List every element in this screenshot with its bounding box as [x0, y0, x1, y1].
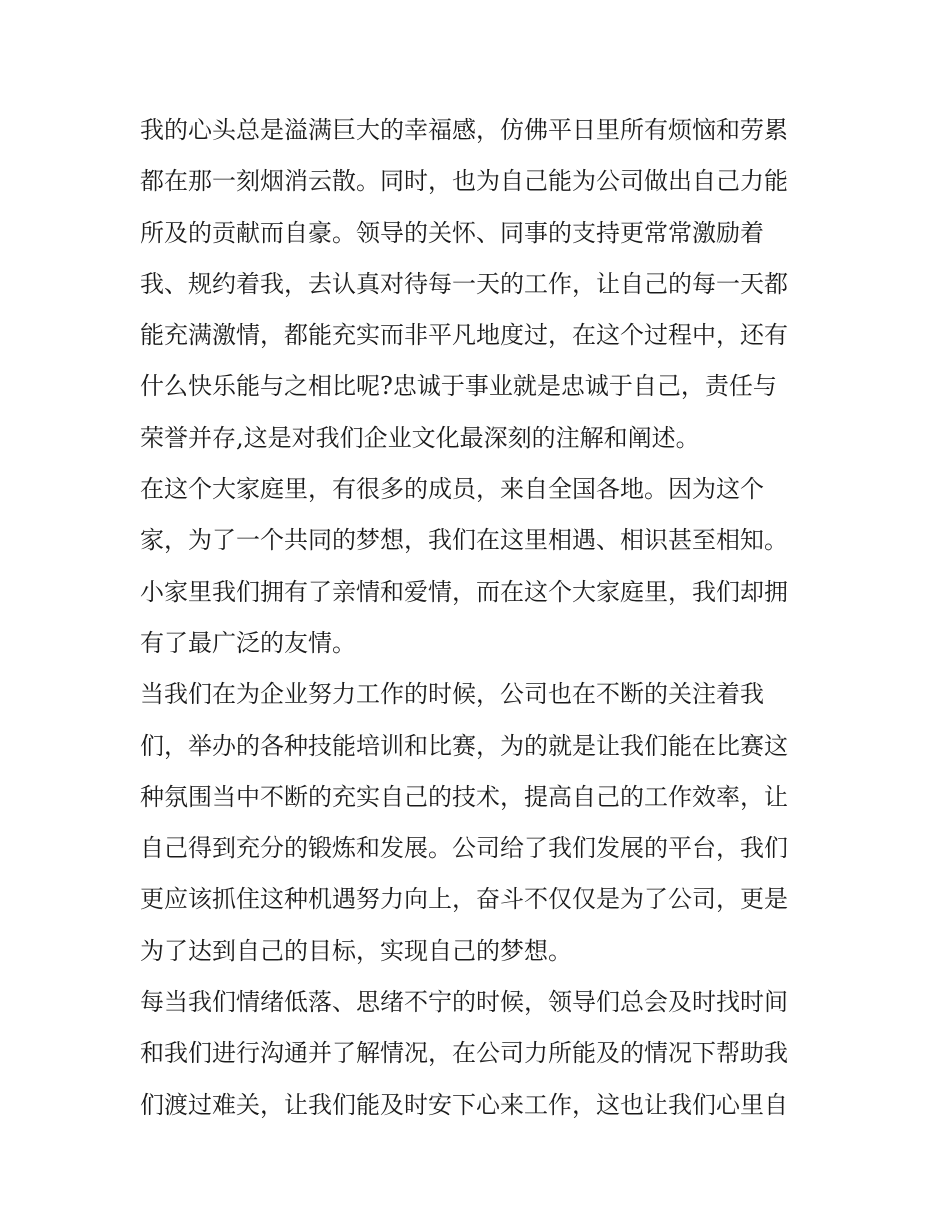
text-line: 和我们进行沟通并了解情况，在公司力所能及的情况下帮助我 [140, 1039, 788, 1068]
text-line: 能充满激情，都能充实而非平凡地度过，在这个过程中，还有 [140, 321, 788, 350]
paragraph-4 [140, 977, 820, 1131]
text-line: 所及的贡献而自豪。领导的关怀、同事的支持更常常激励着 [140, 218, 764, 247]
text-line: 家，为了一个共同的梦想，我们在这里相遇、相识甚至相知。 [140, 526, 788, 555]
paragraph-1 [140, 105, 820, 464]
text-line: 每当我们情绪低落、思绪不宁的时候，领导们总会及时找时间 [140, 988, 788, 1017]
text-line: 我的心头总是溢满巨大的幸福感，仿佛平日里所有烦恼和劳累 [140, 116, 788, 144]
text-line: 们渡过难关，让我们能及时安下心来工作，这也让我们心里自 [140, 1090, 788, 1119]
paragraph-2 [140, 464, 820, 669]
text-line: 更应该抓住这种机遇努力向上，奋斗不仅仅是为了公司，更是 [140, 885, 788, 914]
text-line: 都在那一刻烟消云散。同时，也为自己能为公司做出自己力能 [140, 167, 788, 196]
text-line: 自己得到充分的锻炼和发展。公司给了我们发展的平台，我们 [140, 834, 788, 863]
text-line: 为了达到自己的目标，实现自己的梦想。 [140, 936, 572, 965]
text-line: 当我们在为企业努力工作的时候，公司也在不断的关注着我 [140, 680, 764, 709]
text-line: 种氛围当中不断的充实自己的技术，提高自己的工作效率，让 [140, 782, 788, 811]
document-body [140, 105, 820, 1131]
text-line: 荣誉并存,这是对我们企业文化最深刻的注解和阐述。 [140, 423, 700, 452]
text-line: 有了最广泛的友情。 [140, 628, 356, 657]
text-line: 们，举办的各种技能培训和比赛，为的就是让我们能在比赛这 [140, 731, 788, 760]
text-line: 我、规约着我，去认真对待每一天的工作，让自己的每一天都 [140, 269, 788, 298]
text-line: 在这个大家庭里，有很多的成员，来自全国各地。因为这个 [140, 475, 764, 504]
text-line: 什么快乐能与之相比呢?忠诚于事业就是忠诚于自己，责任与 [140, 372, 777, 401]
text-line: 小家里我们拥有了亲情和爱情，而在这个大家庭里，我们却拥 [140, 577, 788, 606]
paragraph-3 [140, 669, 820, 977]
